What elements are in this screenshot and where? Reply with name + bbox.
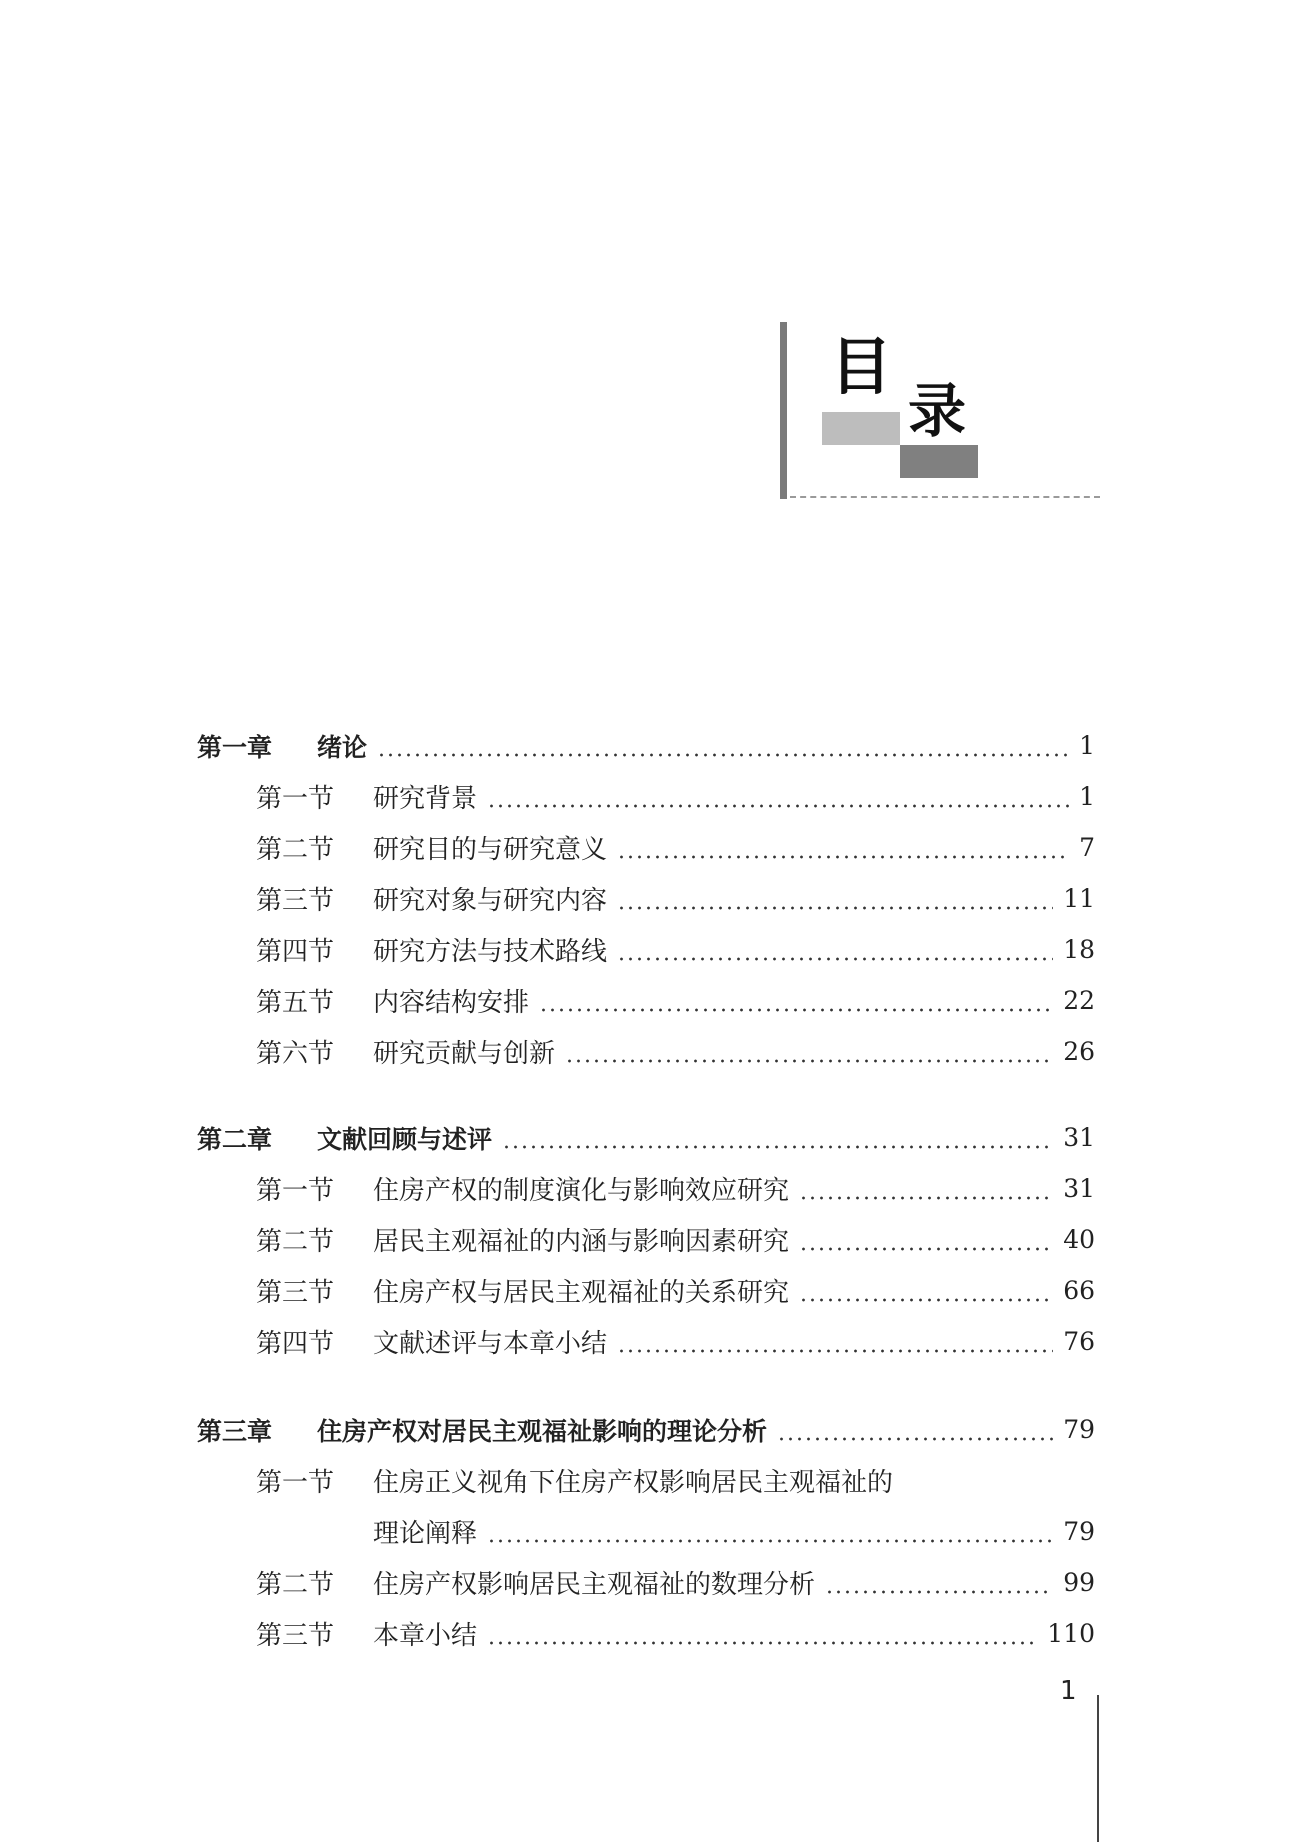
chapter-title: 文献回顾与述评 <box>317 1124 493 1154</box>
section-number: 第五节 <box>256 988 335 1018</box>
section-title: 住房产权的制度演化与影响效应研究 <box>373 1176 790 1206</box>
toc-section-1-6[interactable] <box>197 1026 1095 1077</box>
toc-section-1-1[interactable] <box>197 771 1095 822</box>
section-number: 第一节 <box>256 784 335 814</box>
section-number: 第一节 <box>256 1176 335 1206</box>
page-number: 110 <box>1047 1619 1095 1648</box>
section-title: 研究方法与技术路线 <box>373 937 608 967</box>
leader-dots <box>799 1176 1053 1202</box>
section-title: 居民主观福祉的内涵与影响因素研究 <box>373 1227 790 1257</box>
section-title: 研究贡献与创新 <box>373 1039 556 1069</box>
leader-dots <box>377 733 1069 759</box>
section-number: 第四节 <box>256 1329 335 1359</box>
page-number: 99 <box>1063 1568 1095 1597</box>
page-number: 22 <box>1063 986 1095 1015</box>
leader-dots <box>799 1278 1053 1304</box>
leader-dots <box>617 1329 1053 1355</box>
section-title: 内容结构安排 <box>373 988 530 1018</box>
toc-section-2-4[interactable] <box>197 1316 1095 1367</box>
toc-section-2-1[interactable] <box>197 1163 1095 1214</box>
page-number: 79 <box>1063 1415 1095 1444</box>
section-number: 第三节 <box>256 886 335 916</box>
page-number: 1 <box>1079 782 1095 811</box>
section-title: 文献述评与本章小结 <box>373 1329 608 1359</box>
leader-dots <box>487 784 1069 810</box>
toc-section-1-5[interactable] <box>197 975 1095 1026</box>
chapter-spacer <box>197 1367 1095 1404</box>
leader-dots <box>617 937 1053 963</box>
toc-section-3-3[interactable] <box>197 1608 1095 1659</box>
chapter-number: 第一章 <box>197 732 273 762</box>
leader-dots <box>777 1417 1053 1443</box>
page-number: 79 <box>1063 1517 1095 1546</box>
section-number: 第二节 <box>256 1570 335 1600</box>
page-number: 31 <box>1063 1123 1095 1152</box>
section-title-continued: 理论阐释 <box>373 1519 478 1549</box>
leader-dots <box>487 1519 1053 1545</box>
section-title: 住房产权影响居民主观福祉的数理分析 <box>373 1570 816 1600</box>
toc-section-3-2[interactable] <box>197 1557 1095 1608</box>
chapter-number: 第二章 <box>197 1124 273 1154</box>
page-number: 26 <box>1063 1037 1095 1066</box>
chapter-number: 第三章 <box>197 1416 273 1446</box>
toc-section-2-2[interactable] <box>197 1214 1095 1265</box>
leader-dots <box>617 835 1069 861</box>
title-char-2: 录 <box>908 377 967 445</box>
toc-section-1-3[interactable] <box>197 873 1095 924</box>
chapter-title: 住房产权对居民主观福祉影响的理论分析 <box>317 1416 768 1446</box>
chapter-title: 绪论 <box>317 732 368 762</box>
toc-chapter-3[interactable] <box>197 1404 1095 1455</box>
section-number: 第二节 <box>256 1227 335 1257</box>
leader-dots <box>565 1039 1053 1065</box>
section-title: 研究背景 <box>373 784 478 814</box>
toc-section-1-2[interactable] <box>197 822 1095 873</box>
title-decoration-dark <box>900 445 978 478</box>
folio-page-number: 1 <box>1060 1676 1077 1706</box>
toc-chapter-1[interactable] <box>197 720 1095 771</box>
toc-chapter-2[interactable] <box>197 1112 1095 1163</box>
section-number: 第三节 <box>256 1621 335 1651</box>
toc-section-1-4[interactable] <box>197 924 1095 975</box>
title-dashed-rule <box>790 496 1100 498</box>
section-number: 第六节 <box>256 1039 335 1069</box>
section-number: 第一节 <box>256 1468 335 1498</box>
chapter-spacer <box>197 1077 1095 1112</box>
toc-section-3-1-continued[interactable] <box>197 1506 1095 1557</box>
page-number: 18 <box>1063 935 1095 964</box>
page-number: 1 <box>1079 731 1095 760</box>
toc-heading <box>780 322 1100 502</box>
section-number: 第四节 <box>256 937 335 967</box>
table-of-contents <box>197 720 1095 1659</box>
page-number: 11 <box>1063 884 1095 913</box>
section-title: 住房产权与居民主观福祉的关系研究 <box>373 1278 790 1308</box>
section-title: 研究目的与研究意义 <box>373 835 608 865</box>
leader-dots <box>617 886 1053 912</box>
leader-dots <box>799 1227 1053 1253</box>
title-vertical-bar <box>780 322 787 499</box>
section-number: 第三节 <box>256 1278 335 1308</box>
section-title: 住房正义视角下住房产权影响居民主观福祉的 <box>373 1468 894 1498</box>
section-number: 第二节 <box>256 835 335 865</box>
page-number: 31 <box>1063 1174 1095 1203</box>
toc-section-2-3[interactable] <box>197 1265 1095 1316</box>
title-decoration-light <box>822 412 900 445</box>
section-title: 本章小结 <box>373 1621 478 1651</box>
section-title: 研究对象与研究内容 <box>373 886 608 916</box>
footer-vertical-rule <box>1097 1695 1099 1842</box>
leader-dots <box>539 988 1053 1014</box>
page-number: 40 <box>1063 1225 1095 1254</box>
page-number: 66 <box>1063 1276 1095 1305</box>
page-number: 7 <box>1079 833 1095 862</box>
leader-dots <box>487 1621 1037 1647</box>
title-char-1: 目 <box>830 330 893 403</box>
leader-dots <box>502 1125 1053 1151</box>
leader-dots <box>825 1570 1053 1596</box>
toc-section-3-1[interactable] <box>197 1455 1095 1506</box>
page-number: 76 <box>1063 1327 1095 1356</box>
